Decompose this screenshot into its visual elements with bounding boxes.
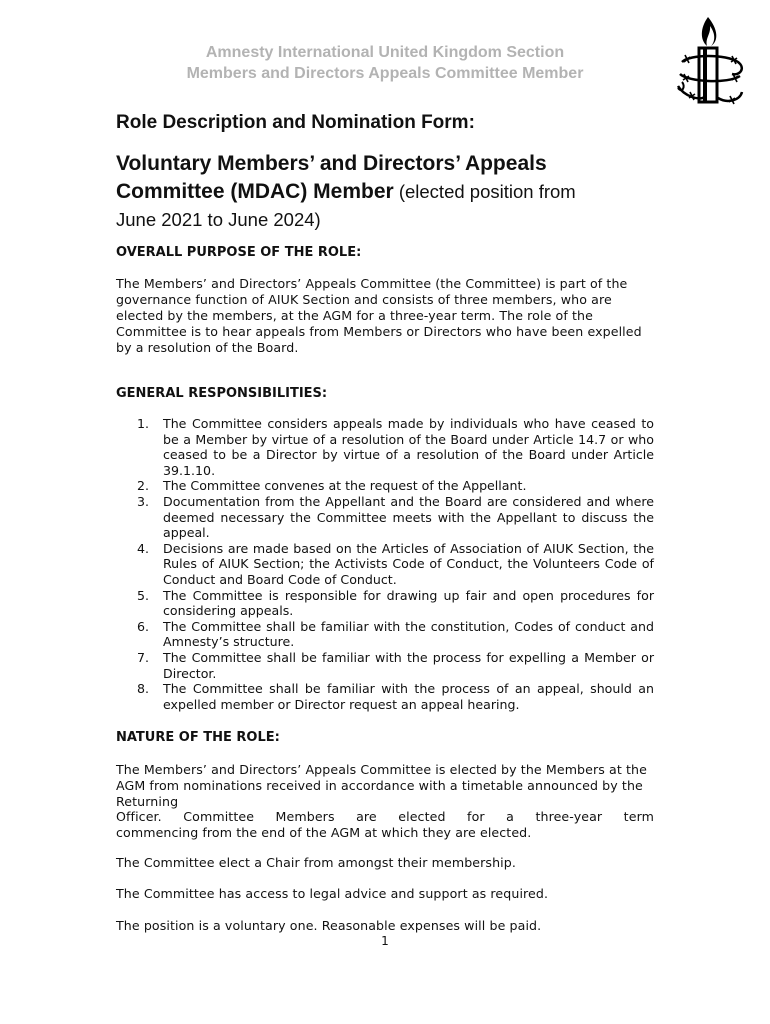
purpose-paragraph: The Members’ and Directors’ Appeals Committee (the Committee) is part of the governance function of AIUK Section and consists of three members, who are elected by the members, at the AGM for a three-year term. The role of the Committee is to hear appeals from Members or Directors who have been expelled by a resolution of the Board.: [116, 276, 642, 355]
page-number: 1: [381, 934, 389, 948]
list-item-text: Decisions are made based on the Articles of Association of AIUK Section, the Rules of AIUK Section; the Activists Code of Conduct, the Volunteers Code of Conduct and Board Code of Conduct.: [163, 540, 654, 587]
nature-paragraph-4: The position is a voluntary one. Reasonable expenses will be paid.: [116, 918, 542, 933]
nature-heading: NATURE OF THE ROLE:: [116, 730, 280, 745]
nature-paragraph-1c: commencing from the end of the AGM at which they are elected.: [116, 825, 532, 840]
list-item-number: 1.: [137, 416, 150, 431]
amnesty-candle-barbed-wire-icon: [670, 12, 748, 112]
list-item-number: 2.: [137, 478, 150, 494]
header-doc-subtitle: Members and Directors Appeals Committee Member: [186, 65, 584, 82]
list-item-text: The Committee considers appeals made by individuals who have ceased to be a Member by virtue of a resolution of the Board under Article 14.7 or who ceased to be a Director by virtue of a resolution of the Board under Article 39.1.10.: [163, 416, 654, 478]
nature-paragraph-1a: The Members’ and Directors’ Appeals Committee is elected by the Members at the AGM from nominations received in accordance with a timetable announced by the Returning: [116, 762, 647, 809]
list-item: [116, 619, 654, 650]
list-item-number: 7.: [137, 649, 150, 665]
form-heading: Role Description and Nomination Form:: [116, 112, 475, 133]
list-item: [116, 681, 654, 712]
responsibilities-heading: GENERAL RESPONSIBILITIES:: [116, 386, 328, 401]
list-item-number: 8.: [137, 681, 150, 697]
purpose-heading: OVERALL PURPOSE OF THE ROLE:: [116, 245, 362, 260]
list-item-number: 5.: [137, 587, 150, 603]
list-item: [116, 541, 654, 588]
responsibilities-list: [116, 416, 654, 712]
list-item-number: 4.: [137, 540, 150, 556]
list-item: [116, 478, 654, 494]
list-item-text: The Committee convenes at the request of the Appellant.: [163, 478, 527, 494]
document-title: [116, 150, 676, 234]
nature-paragraph-3: The Committee has access to legal advice and support as required.: [116, 886, 549, 901]
list-item: [116, 650, 654, 681]
title-line-2: Committee (MDAC) Member: [116, 180, 394, 203]
list-item-text: The Committee shall be familiar with the constitution, Codes of conduct and Amnesty’s structure.: [163, 618, 654, 650]
title-line-1: Voluntary Members’ and Directors’ Appeals: [116, 152, 547, 175]
nature-paragraph-2: The Committee elect a Chair from amongst their membership.: [116, 855, 516, 870]
list-item-number: 6.: [137, 618, 150, 634]
nature-paragraph-1b: Officer. Committee Members are elected for a three-year term: [116, 809, 654, 824]
list-item-text: The Committee shall be familiar with the process of an appeal, should an expelled member or Director request an appeal hearing.: [163, 681, 654, 712]
list-item-number: 3.: [137, 493, 150, 509]
header-org-name: Amnesty International United Kingdom Section: [205, 44, 565, 61]
list-item: [116, 494, 654, 541]
list-item-text: Documentation from the Appellant and the Board are considered and where deemed necessary the Committee meets with the Appellant to discuss the appeal.: [163, 493, 654, 541]
title-term-1: (elected position from: [393, 181, 576, 202]
list-item-text: The Committee is responsible for drawing up fair and open procedures for considering appeals.: [163, 587, 654, 619]
list-item: [116, 416, 654, 478]
list-item-text: The Committee shall be familiar with the process for expelling a Member or Director.: [163, 649, 654, 681]
list-item: [116, 588, 654, 619]
title-term-2: June 2021 to June 2024): [116, 209, 321, 230]
